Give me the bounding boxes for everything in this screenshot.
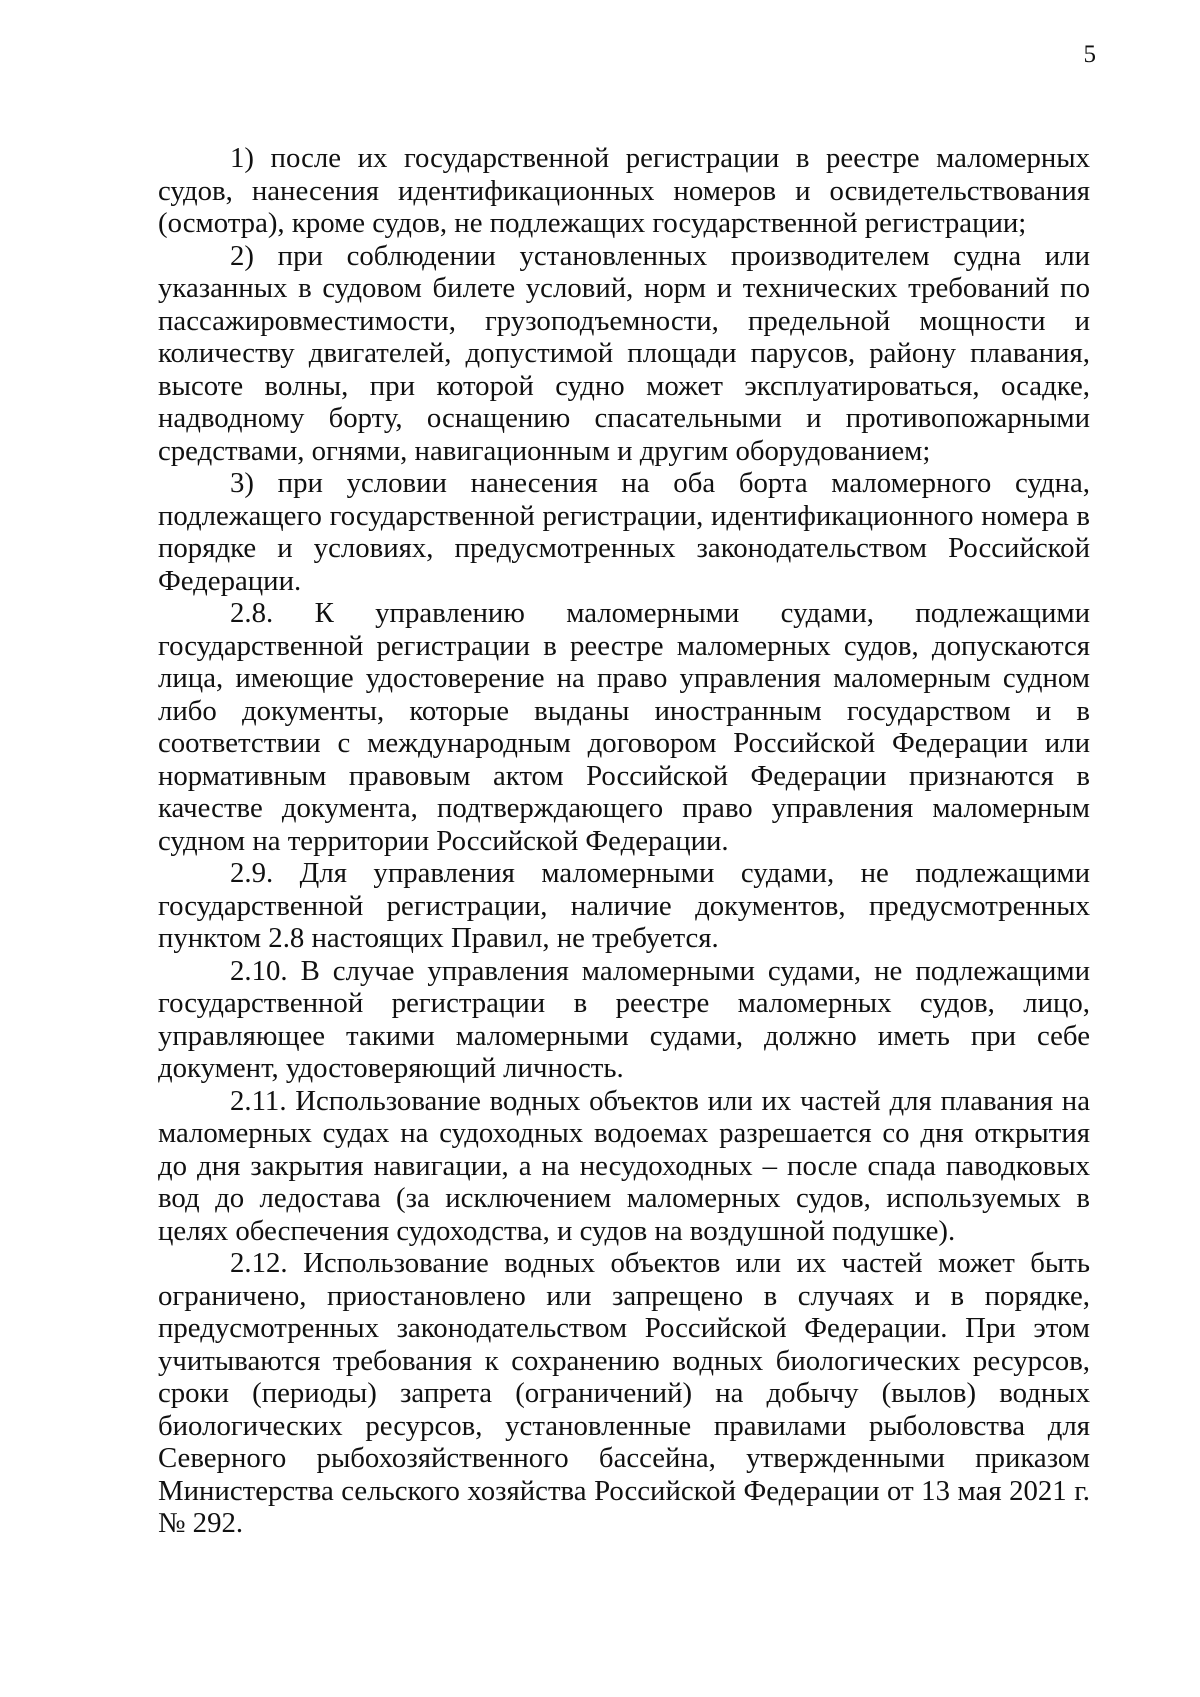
paragraph-2-10: 2.10. В случае управления маломерными судами, не подлежащими государственной регистрации в реестре маломерных судов, лицо, управляющее такими маломерными судами, должно иметь при себе документ, удостоверяющий личность. [158, 954, 1090, 1084]
paragraph-2-11: 2.11. Использование водных объектов или их частей для плавания на маломерных судах на судоходных водоемах разрешается со дня открытия до дня закрытия навигации, а на несудоходных – после спада паводковых вод до ледостава (за исключением маломерных судов, используемых в целях обеспечения судоходства, и судов на воздушной подушке). [158, 1084, 1090, 1247]
paragraph-2-12: 2.12. Использование водных объектов или их частей может быть ограничено, приостановлено или запрещено в случаях и в порядке, предусмотренных законодательством Российской Федерации. При этом учитываются требования к сохранению водных биологических ресурсов, сроки (периоды) запрета (ограничений) на добычу (вылов) водных биологических ресурсов, установленные правилами рыболовства для Северного рыбохозяйственного бассейна, утвержденными приказом Министерства сельского хозяйства Российской Федерации от 13 мая 2021 г. № 292. [158, 1247, 1090, 1539]
paragraph-2-9: 2.9. Для управления маломерными судами, не подлежащими государственной регистрации, наличие документов, предусмотренных пунктом 2.8 настоящих Правил, не требуется. [158, 857, 1090, 954]
page-number: 5 [1083, 41, 1096, 68]
paragraph-item-2: 2) при соблюдении установленных производителем судна или указанных в судовом билете условий, норм и технических требований по пассажировместимости, грузоподъемности, предельной мощности и количеству двигателей, допустимой площади парусов, району плавания, высоте волны, при которой судно может эксплуатироваться, осадке, надводному борту, оснащению спасательными и противопожарными средствами, огнями, навигационным и другим оборудованием; [158, 239, 1090, 467]
document-body [158, 142, 1090, 1540]
paragraph-2-8: 2.8. К управлению маломерными судами, подлежащими государственной регистрации в реестре маломерных судов, допускаются лица, имеющие удостоверение на право управления маломерным судном либо документы, которые выданы иностранным государством и в соответствии с международным договором Российской Федерации или нормативным правовым актом Российской Федерации признаются в качестве документа, подтверждающего право управления маломерным судном на территории Российской Федерации. [158, 597, 1090, 857]
paragraph-item-1: 1) после их государственной регистрации в реестре маломерных судов, нанесения идентификационных номеров и освидетельствования (осмотра), кроме судов, не подлежащих государственной регистрации; [158, 142, 1090, 239]
paragraph-item-3: 3) при условии нанесения на оба борта маломерного судна, подлежащего государственной регистрации, идентификационного номера в порядке и условиях, предусмотренных законодательством Российской Федерации. [158, 467, 1090, 597]
